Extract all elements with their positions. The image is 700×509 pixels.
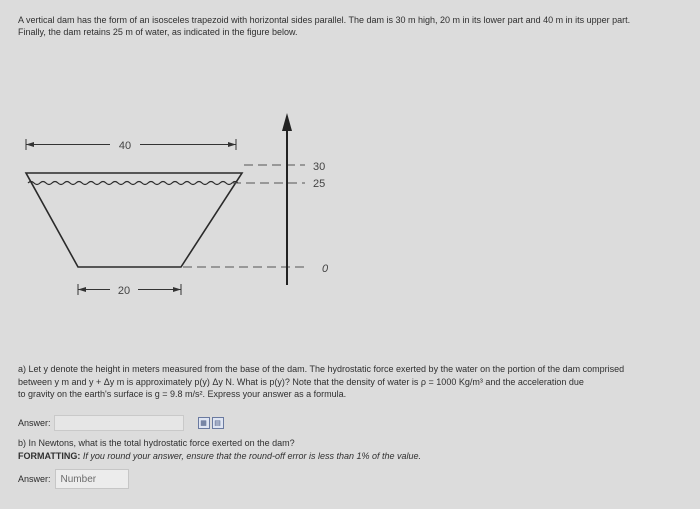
part-b-question xyxy=(18,437,690,462)
intro-line-1: A vertical dam has the form of an isosceles trapezoid with horizontal sides parallel. The dam is 30 m high, 20 m in its lower part and 40 m in its upper part. xyxy=(18,15,631,25)
bottom-dimension-line xyxy=(78,284,181,295)
part-b-answer-label: Answer: xyxy=(18,474,51,484)
top-width-label: 40 xyxy=(118,140,132,152)
part-a-answer-label: Answer: xyxy=(18,418,51,428)
equation-tools xyxy=(198,417,224,429)
water-surface xyxy=(28,182,238,185)
part-a-line-2: between y m and y + Δy m is approximately p(y) Δy N. What is p(y)? Note that the density of water is ρ = 1000 Kg/m³ and the acceleration due xyxy=(18,376,584,387)
top-dimension-line xyxy=(26,139,236,150)
dam-trapezoid xyxy=(26,173,242,267)
part-a-line-1: a) Let y denote the height in meters measured from the base of the dam. The hydrostatic force exerted by the water on the portion of the dam comprised xyxy=(18,364,625,374)
part-a-line-3: to gravity on the earth's surface is g = 9.8 m/s². Express your answer as a formula. xyxy=(18,389,347,399)
preview-icon[interactable]: ▤ xyxy=(212,417,224,429)
axis-label-0: 0 xyxy=(322,263,329,275)
axis-label-25: 25 xyxy=(313,178,326,190)
part-b-answer-row xyxy=(18,468,129,490)
formatting-note xyxy=(18,450,690,463)
formatting-label: FORMATTING: xyxy=(18,450,81,461)
part-b-line-1: b) In Newtons, what is the total hydrostatic force exerted on the dam? xyxy=(18,438,295,448)
part-a-answer-row xyxy=(18,414,224,432)
part-a-question xyxy=(18,363,690,401)
axis-label-30: 30 xyxy=(313,161,326,173)
formatting-text: If you round your answer, ensure that the round-off error is less than 1% of the value. xyxy=(82,450,422,461)
part-b-number-input[interactable] xyxy=(55,469,129,489)
bottom-width-label: 20 xyxy=(117,285,131,297)
part-a-formula-input[interactable] xyxy=(54,415,184,431)
problem-intro xyxy=(18,14,688,38)
dashed-guides xyxy=(183,165,305,267)
equation-editor-icon[interactable]: ▦ xyxy=(198,417,210,429)
intro-line-2: Finally, the dam retains 25 m of water, as indicated in the figure below. xyxy=(18,27,298,37)
vertical-axis xyxy=(282,113,292,285)
